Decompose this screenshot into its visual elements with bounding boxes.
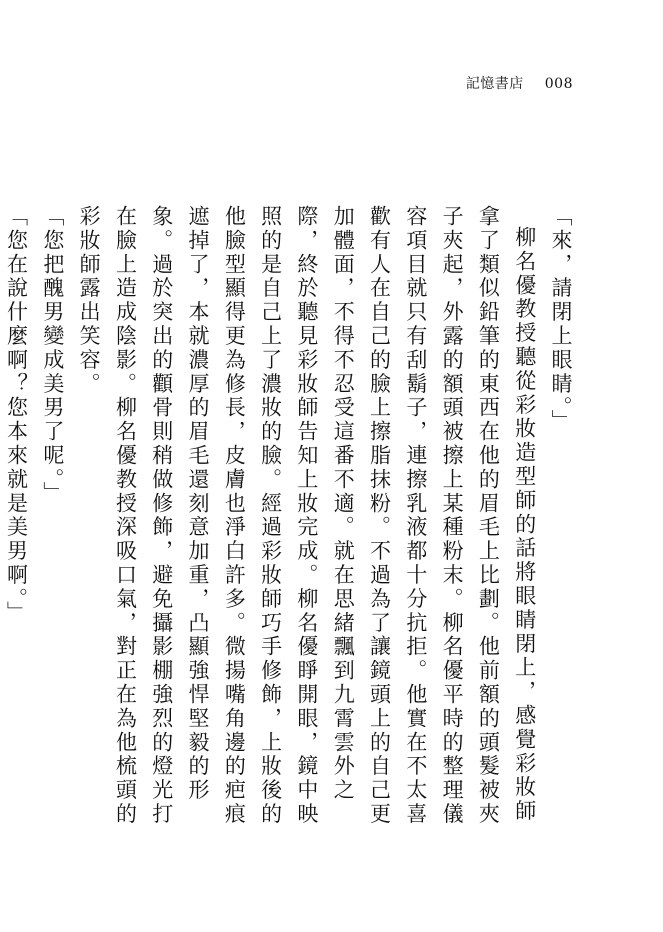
- paragraph-narration-1: 柳名優教授聽從彩妝造型師的話將眼睛閉上，感覺彩妝師拿了類似鉛筆的東西在他的眉毛上比劃。他前額的頭髮被夾子夾起，外露的額頭被擦上某種粉末。柳名優平時的整理儀容項目就只有刮鬍子，連擦乳液都十分抗拒。他實在不太喜歡有人在自己的臉上擦脂抹粉。不過為了讓鏡頭上的自己更加體面，不得不忍受這番不適。就在思緒飄到九霄雲外之際，終於聽見彩妝師告知上妝完成。柳名優睜開眼，鏡中映照的是自己上了濃妝的臉。經過彩妝師巧手修飾，上妝後的他臉型顯得更為修長，皮膚也淨白許多。微揚嘴角邊的疤痕遮掉了，本就濃厚的眉毛還刻意加重，凸顯強悍堅毅的形象。過於突出的顴骨則稍做修飾，避免攝影棚強烈的燈光打在臉上造成陰影。柳名優教授深吸口氣，對正在為他梳頭的彩妝師露出笑容。: [77, 205, 537, 827]
- paragraph-dialogue-3: 「您在說什麼啊？您本來就是美男啊。」: [4, 205, 29, 625]
- page-number: 008: [544, 76, 573, 92]
- paragraph-dialogue-2: 「您把醜男變成美男了呢。」: [40, 205, 65, 506]
- paragraph-dialogue-1: 「來，請閉上眼睛。」: [549, 205, 573, 434]
- book-title: 記憶書店: [465, 76, 524, 92]
- body-text: [4, 205, 579, 845]
- running-header: [466, 73, 573, 93]
